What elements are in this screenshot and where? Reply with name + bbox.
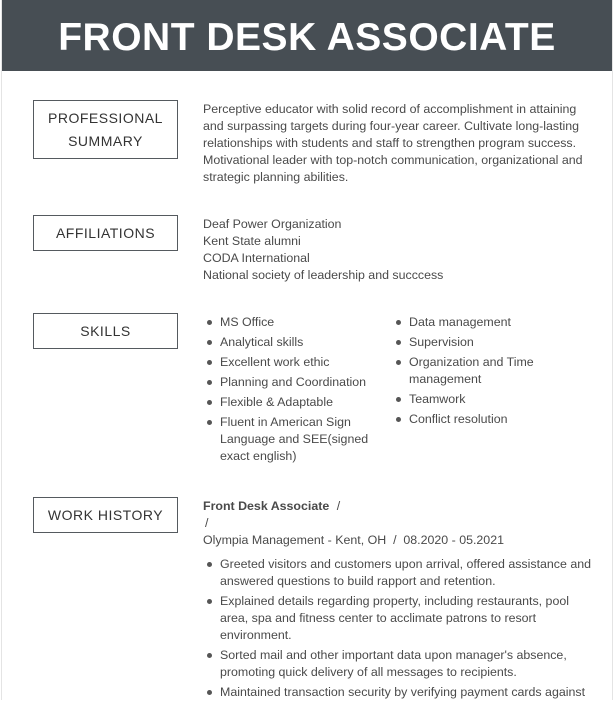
affiliations-label: AFFILIATIONS bbox=[33, 215, 178, 251]
affiliation-item: CODA International bbox=[203, 251, 310, 265]
job-bullet: Sorted mail and other important data upon manager's absence, promoting quick delivery of all messages to recipients. bbox=[203, 647, 595, 681]
skill-item: Fluent in American Sign Language and SEE(signed exact english) bbox=[203, 414, 381, 465]
skills-list-right bbox=[392, 314, 567, 428]
job-title-line bbox=[203, 498, 595, 515]
skill-item: Teamwork bbox=[392, 391, 567, 408]
resume-title: FRONT DESK ASSOCIATE bbox=[58, 15, 556, 59]
affiliations-list bbox=[203, 216, 598, 284]
job-subtitle-separator: / bbox=[205, 516, 209, 530]
job-employer-line: Olympia Management - Kent, OH / 08.2020 - 05.2021 bbox=[203, 533, 504, 547]
skill-item: Conflict resolution bbox=[392, 411, 567, 428]
skills-left-column bbox=[203, 314, 381, 468]
summary-text: Perceptive educator with solid record of accomplishment in attaining and surpassing targets during four-year career. Cultivate long-lasting relationships with students and staff to strengthen program success. Motivational leader with top-notch communication, organizational and strategic planning abilities. bbox=[203, 102, 583, 184]
job-bullet: Explained details regarding property, including restaurants, pool area, spa and fitness center to acclimate patrons to resort environment. bbox=[203, 593, 595, 644]
skill-item: Supervision bbox=[392, 334, 567, 351]
skills-label: SKILLS bbox=[33, 313, 178, 349]
skill-item: Analytical skills bbox=[203, 334, 381, 351]
resume-page bbox=[1, 0, 613, 700]
skill-item: Flexible & Adaptable bbox=[203, 394, 381, 411]
skills-right-column bbox=[392, 314, 567, 431]
job-title: Front Desk Associate bbox=[203, 499, 330, 513]
job-title-separator: / bbox=[336, 499, 341, 513]
skill-item: Excellent work ethic bbox=[203, 354, 381, 371]
summary-label-line1: PROFESSIONAL bbox=[48, 109, 163, 126]
professional-summary-label bbox=[33, 100, 178, 159]
affiliation-item: National society of leadership and succcess bbox=[203, 268, 444, 282]
skills-list-left bbox=[203, 314, 381, 465]
skill-item: Data management bbox=[392, 314, 567, 331]
affiliation-item: Deaf Power Organization bbox=[203, 217, 342, 231]
work-history-section bbox=[203, 498, 595, 704]
job-bullets bbox=[203, 556, 595, 701]
skill-item: MS Office bbox=[203, 314, 381, 331]
resume-header bbox=[2, 0, 612, 71]
skill-item: Planning and Coordination bbox=[203, 374, 381, 391]
job-bullet: Maintained transaction security by verifying payment cards against bbox=[203, 684, 595, 701]
affiliation-item: Kent State alumni bbox=[203, 234, 301, 248]
work-history-label: WORK HISTORY bbox=[33, 497, 178, 533]
summary-label-line2: SUMMARY bbox=[68, 132, 143, 149]
skill-item: Organization and Time management bbox=[392, 354, 567, 388]
affiliations-section bbox=[203, 216, 598, 284]
summary-section bbox=[203, 101, 598, 186]
job-bullet: Greeted visitors and customers upon arrival, offered assistance and answered questions to build rapport and retention. bbox=[203, 556, 595, 590]
